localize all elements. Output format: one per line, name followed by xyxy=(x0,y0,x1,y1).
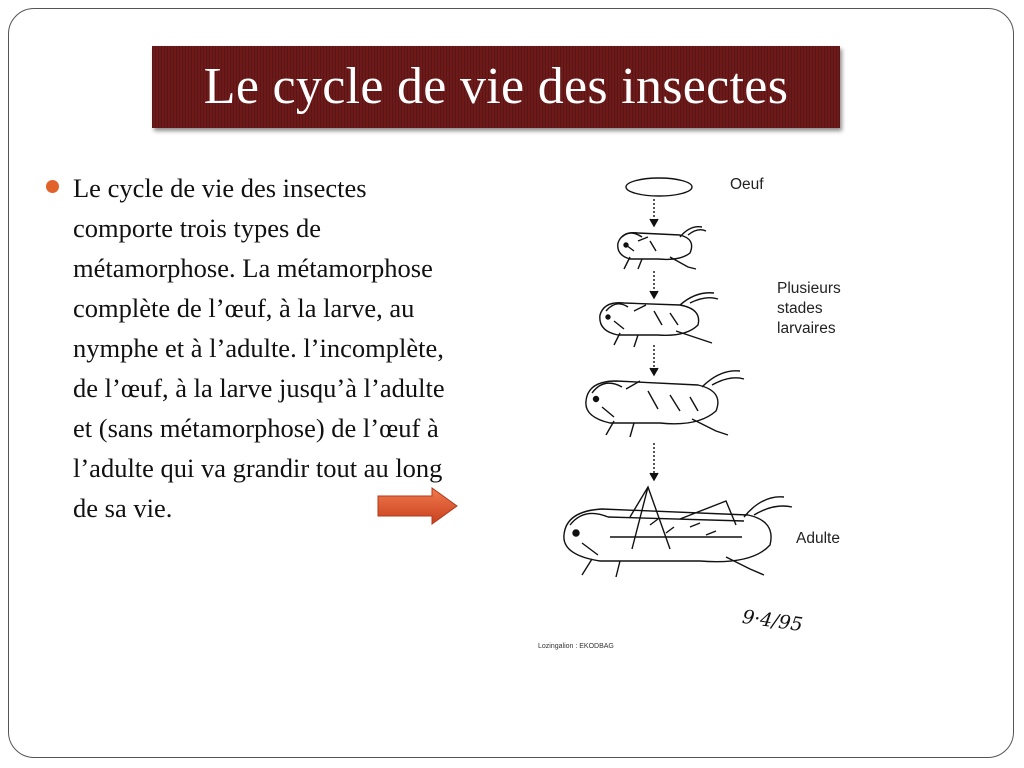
bullet-dot xyxy=(46,180,59,193)
body-text: Le cycle de vie des insectes comporte trois types de métamorphose. La métamorphose complète de l’œuf, à la larve, au nymphe et à l’adulte. l’incomplète, de l’œuf, à la larve jusqu’à l’adulte et (sans métamorphose) de l’œuf à l’adulte qui va grandir tout au long de sa vie. xyxy=(73,173,445,523)
right-arrow-icon xyxy=(376,486,460,526)
title-banner xyxy=(152,46,840,128)
nymph-stage-3-drawing xyxy=(586,371,744,437)
egg-label: Oeuf xyxy=(730,176,764,193)
figure-credit: Lozingalion : EKODBAG xyxy=(538,643,614,650)
grasshopper-stages-illustration xyxy=(530,165,870,660)
adult-grasshopper-drawing xyxy=(564,487,792,577)
insect-life-cycle-figure xyxy=(530,165,870,660)
larval-stages-label: Plusieurs stades larvaires xyxy=(777,280,841,337)
egg-drawing xyxy=(626,178,692,196)
adult-label: Adulte xyxy=(796,530,840,547)
nymph-stage-2-drawing xyxy=(600,293,718,347)
date-signature: 9·4/95 xyxy=(740,605,805,637)
slide-title: Le cycle de vie des insectes xyxy=(203,58,789,115)
nymph-stage-1-drawing xyxy=(618,227,706,269)
